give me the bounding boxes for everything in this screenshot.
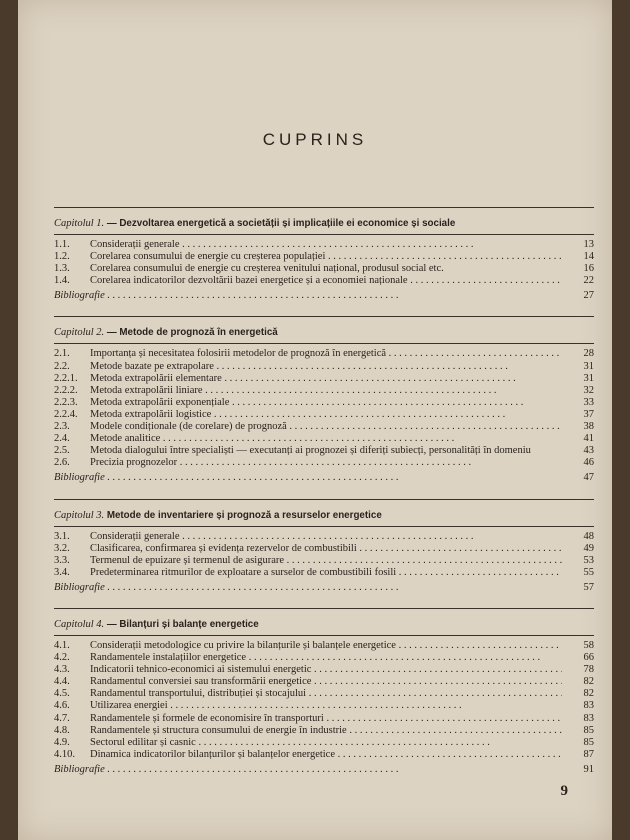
entry-number: 4.7. [54, 712, 70, 724]
entry-number: 4.8. [54, 724, 70, 736]
entry-number: 4.9. [54, 736, 70, 748]
entry-title: Importanța și necesitatea folosirii metodelor de prognoză în energetică . . . [90, 348, 562, 360]
chapter-divider [54, 499, 594, 500]
entry-page: 38 [583, 421, 594, 433]
toc-entry [54, 445, 594, 457]
entry-number: 4.6. [54, 700, 70, 712]
chapter-divider [54, 234, 594, 235]
toc-entry [54, 251, 594, 263]
entry-number: 4.4. [54, 676, 70, 688]
toc-entry [54, 749, 594, 761]
chapter-label: Capitolul 3. [54, 509, 105, 521]
entry-title: Modele condiționale (de corelare) de prognoză . . . [90, 421, 562, 433]
entry-title: Indicatorii tehnico-economici ai sistemului energetic . . . [90, 664, 562, 676]
entry-number: 1.1. [54, 239, 70, 250]
entry-page: 82 [583, 676, 594, 688]
chapter-heading [54, 504, 594, 526]
entry-number: 2.2.1. [54, 372, 78, 384]
entry-number: 1.3. [54, 263, 70, 275]
chapter-divider [54, 608, 594, 609]
entry-page: 43 [583, 445, 594, 457]
entry-title: Corelarea consumului de energie cu creșterea venitului național, produsul social etc. [90, 263, 444, 275]
toc-entry [54, 472, 594, 484]
entry-title: Randamentele și formele de economisire în transporturi . . . [90, 713, 562, 725]
entry-number: 2.5. [54, 445, 70, 457]
entry-number: 4.1. [54, 639, 70, 651]
entry-number: 3.2. [54, 542, 70, 554]
toc-entry [54, 421, 594, 433]
entry-title: Randamentele și structura consumului de energie în industrie . . . [90, 725, 562, 737]
book-page [18, 0, 612, 840]
entry-title: Considerații generale . . . [90, 531, 562, 543]
toc-entry [54, 652, 594, 664]
entry-number: 4.5. [54, 688, 70, 700]
chapter-section [54, 207, 594, 302]
chapter-heading [54, 212, 594, 234]
entry-title: Utilizarea energiei . . . [90, 700, 562, 712]
entry-title: Metoda extrapolării logistice . . . [90, 409, 562, 421]
entry-title: Termenul de epuizare și termenul de asigurare . . . [90, 555, 562, 567]
toc-entry [54, 664, 594, 676]
entry-title: Randamentul transportului, distribuției și stocajului . . . [90, 688, 562, 700]
entry-page: 57 [583, 581, 594, 593]
toc-entry [54, 263, 594, 275]
entry-page: 91 [583, 763, 594, 775]
chapter-section [54, 608, 594, 776]
entry-title: Considerații metodologice cu privire la bilanțurile și balanțele energetice . . . [90, 640, 562, 652]
entry-page: 47 [583, 472, 594, 484]
entry-number: 4.10. [54, 748, 75, 760]
chapter-title: — Metode de prognoză în energetică [106, 327, 278, 339]
entry-page: 78 [583, 664, 594, 676]
bibliography-entry: Bibliografie . . . [54, 582, 562, 594]
toc-entry [54, 555, 594, 567]
entry-title: Considerații generale . . . [90, 239, 562, 251]
chapter-heading [54, 321, 594, 343]
toc-entry [54, 373, 594, 385]
chapter-section [54, 316, 594, 484]
toc-entry [54, 688, 594, 700]
toc-entry [54, 640, 594, 652]
entry-title: Metode analitice . . . [90, 433, 562, 445]
entry-title: Predeterminarea ritmurilor de exploatare a surselor de combustibili fosili . . . [90, 567, 562, 579]
entry-title: Randamentul conversiei sau transformării energetice . . . [90, 676, 562, 688]
entry-title: Corelarea consumului de energie cu creșterea populației . . . [90, 251, 562, 263]
entry-page: 87 [583, 748, 594, 760]
entry-page: 83 [583, 700, 594, 712]
entry-number: 2.4. [54, 433, 70, 445]
entry-number: 1.2. [54, 251, 70, 263]
entry-title: Metoda extrapolării elementare . . . [90, 373, 562, 385]
entry-page: 41 [583, 433, 594, 445]
entry-number: 2.2.2. [54, 384, 78, 396]
entry-page: 37 [583, 408, 594, 420]
entry-page: 31 [583, 360, 594, 372]
toc-entry [54, 582, 594, 594]
toc-entry [54, 764, 594, 776]
toc-entry [54, 239, 594, 251]
toc-entry [54, 397, 594, 409]
entry-page: 83 [583, 712, 594, 724]
entry-number: 4.2. [54, 652, 70, 664]
toc-entry [54, 433, 594, 445]
chapter-title: Metode de inventariere și prognoză a resurselor energetice [106, 509, 382, 521]
chapter-title: — Bilanțuri și balanțe energetice [106, 618, 259, 630]
entry-number: 2.6. [54, 457, 70, 469]
toc-entry [54, 737, 594, 749]
chapter-divider [54, 635, 594, 636]
entry-title: Randamentele instalațiilor energetice . . . [90, 652, 562, 664]
bibliography-entry: Bibliografie . . . [54, 290, 562, 302]
toc-entry [54, 290, 594, 302]
entry-number: 3.3. [54, 554, 70, 566]
toc-entry [54, 543, 594, 555]
entry-page: 16 [583, 263, 594, 275]
entry-title: Corelarea indicatorilor dezvoltării bazei energetice și a economiei naționale . . . [90, 275, 562, 287]
chapter-label: Capitolul 4. [54, 618, 105, 630]
toc-entry [54, 275, 594, 287]
entry-number: 2.2.3. [54, 396, 78, 408]
chapter-section [54, 499, 594, 594]
entry-page: 28 [583, 348, 594, 360]
chapter-divider [54, 316, 594, 317]
entry-page: 14 [583, 251, 594, 263]
entry-page: 53 [583, 554, 594, 566]
bibliography-entry: Bibliografie . . . [54, 472, 562, 484]
entry-page: 31 [583, 372, 594, 384]
entry-title: Metoda extrapolării exponențiale . . . [90, 397, 562, 409]
entry-title: Clasificarea, confirmarea și evidența rezervelor de combustibili . . . [90, 543, 562, 555]
entry-page: 13 [583, 239, 594, 250]
entry-title: Metode bazate pe extrapolare . . . [90, 361, 562, 373]
toc-entry [54, 567, 594, 579]
chapter-label: Capitolul 2. [54, 327, 105, 339]
chapter-divider [54, 526, 594, 527]
entry-page: 58 [583, 639, 594, 651]
entry-title: Dinamica indicatorilor bilanțurilor și balanțelor energetice . . . [90, 749, 562, 761]
entry-title: Precizia prognozelor . . . [90, 457, 562, 469]
chapter-heading [54, 613, 594, 635]
entry-number: 2.2.4. [54, 408, 78, 420]
entry-number: 2.1. [54, 348, 70, 360]
entry-page: 66 [583, 652, 594, 664]
entry-page: 55 [583, 566, 594, 578]
table-of-contents [54, 207, 594, 790]
entry-page: 85 [583, 724, 594, 736]
entry-number: 2.2. [54, 360, 70, 372]
entry-page: 49 [583, 542, 594, 554]
toc-entry [54, 361, 594, 373]
entry-number: 2.3. [54, 421, 70, 433]
entry-page: 48 [583, 530, 594, 542]
entry-page: 27 [583, 290, 594, 302]
entry-page: 82 [583, 688, 594, 700]
entry-page: 85 [583, 736, 594, 748]
toc-entry [54, 457, 594, 469]
entry-page: 33 [583, 396, 594, 408]
chapter-label: Capitolul 1. [54, 218, 105, 229]
toc-entry [54, 385, 594, 397]
toc-entry [54, 348, 594, 360]
entry-page: 46 [583, 457, 594, 469]
entry-title: Metoda extrapolării liniare . . . [90, 385, 562, 397]
toc-entry [54, 713, 594, 725]
entry-number: 1.4. [54, 275, 70, 287]
toc-entry [54, 409, 594, 421]
entry-title: Sectorul edilitar și casnic . . . [90, 737, 562, 749]
entry-number: 3.4. [54, 566, 70, 578]
toc-entry [54, 725, 594, 737]
entry-number: 4.3. [54, 664, 70, 676]
page-title: CUPRINS [262, 130, 368, 149]
chapter-divider [54, 207, 594, 208]
entry-title: Metoda dialogului între specialiști — executanți ai prognozei și diferiți subiecți, personalități în domeniu [90, 445, 531, 457]
toc-entry [54, 700, 594, 712]
entry-page: 32 [583, 384, 594, 396]
chapter-title: — Dezvoltarea energetică a societății și implicațiile ei economice și sociale [106, 218, 456, 229]
entry-number: 3.1. [54, 530, 70, 542]
bibliography-entry: Bibliografie . . . [54, 764, 562, 776]
toc-entry [54, 531, 594, 543]
entry-page: 22 [583, 275, 594, 287]
chapter-divider [54, 343, 594, 344]
page-number: 9 [560, 783, 568, 799]
toc-entry [54, 676, 594, 688]
